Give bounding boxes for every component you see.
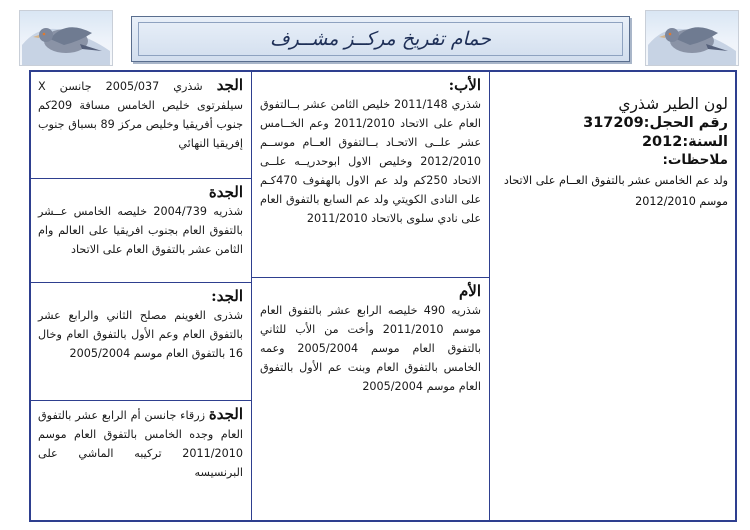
mother-cell	[252, 279, 489, 520]
year-value: 2012	[641, 134, 683, 150]
grandmother-paternal-cell	[30, 180, 251, 282]
mother-heading: الأم	[458, 282, 481, 300]
page-title: حمام تفريخ مركــز مشــرف	[138, 22, 623, 56]
grandfather-maternal-text: شذرى الغوينم مصلح الثاني والرابع عشر بالتفوق العام وعم الأول بالتفوق العام وخال 16 بالتفوق العام موسم 2005/2004	[38, 309, 243, 360]
grandmother-maternal-heading: الجدة	[208, 405, 243, 423]
remarks-label: ملاحظات:	[662, 152, 728, 168]
row-divider-parents	[252, 277, 489, 278]
grandmother-maternal-cell	[30, 402, 251, 520]
row-divider-2	[30, 282, 251, 283]
pigeon-photo-icon	[646, 11, 738, 65]
ring-label: رقم الحجل:	[643, 115, 728, 131]
grandfather-maternal-cell	[30, 284, 251, 400]
row-divider-1	[30, 178, 251, 179]
pigeon-photo-right	[645, 10, 739, 66]
bird-colour: لون الطير شذري	[618, 95, 728, 113]
grandmother-maternal-text: زرقاء جانسن أم الرابع عشر بالتفوق العام وجده الخامس بالتفوق العام موسم 2011/2010 تركيبه الماشي على البرنسيسه	[38, 409, 243, 479]
grandfather-paternal-text: شذري 2005/037 جانسن X سيلفرتوى خليص الخامس مسافة 209كم جنوب أفريقيا وخليص مركز 89 بسباق جنوب إفريقيا النهائي	[38, 80, 243, 150]
bird-ring-number	[492, 114, 728, 133]
remarks-text: ولد عم الخامس عشر بالتفوق العــام على الاتحاد موسم 2012/2010	[503, 174, 728, 208]
grandmother-paternal-heading: الجدة	[208, 183, 243, 201]
column-divider-right	[489, 71, 490, 521]
grandmother-paternal-text: شذريه 2004/739 خليصه الخامس عــشر بالتفوق العام بجنوب افريقيا على العالم وام الثامن عشر بالتفوق العام على الاتحاد	[38, 205, 243, 256]
pigeon-photo-left	[19, 10, 113, 66]
grandfather-paternal-cell	[30, 73, 251, 178]
father-cell	[252, 73, 489, 277]
mother-text: شذريه 490 خليصه الرابع عشر بالتفوق العام موسم 2011/2010 وأخت من الأب للثاني بالتفوق العام موسم 2005/2004 وعمه الخامس بالتفوق العام وبنت عم الأول بالتفوق العام موسم 2005/2004	[260, 304, 482, 393]
bird-year	[492, 133, 728, 152]
pigeon-photo-icon	[20, 11, 112, 65]
father-text: شذري 2011/148 خليص الثامن عشر بــالتفوق العام على الاتحاد 2011/2010 وعم الخــامس عشر علــى الاتحـاد بــالتفوق العــام موســم 2012/2010 وخليص الاول ابوحدريــه علــى الاتحاد 250كم ولد عم الاول بالهفوف 470كـم على النادى الكويتي ولد عم السابع بالتفوق العام على نادي سلوى بالاتحاد 2011/2010	[260, 98, 481, 225]
ring-value: 317209	[583, 115, 644, 131]
title-banner	[131, 16, 630, 62]
grandfather-maternal-heading: الجد:	[211, 287, 243, 305]
row-divider-3	[30, 400, 251, 401]
year-label: السنة:	[682, 134, 728, 150]
bird-info	[492, 95, 728, 212]
grandfather-paternal-heading: الجد	[216, 76, 243, 94]
father-heading: الأب:	[448, 76, 481, 94]
